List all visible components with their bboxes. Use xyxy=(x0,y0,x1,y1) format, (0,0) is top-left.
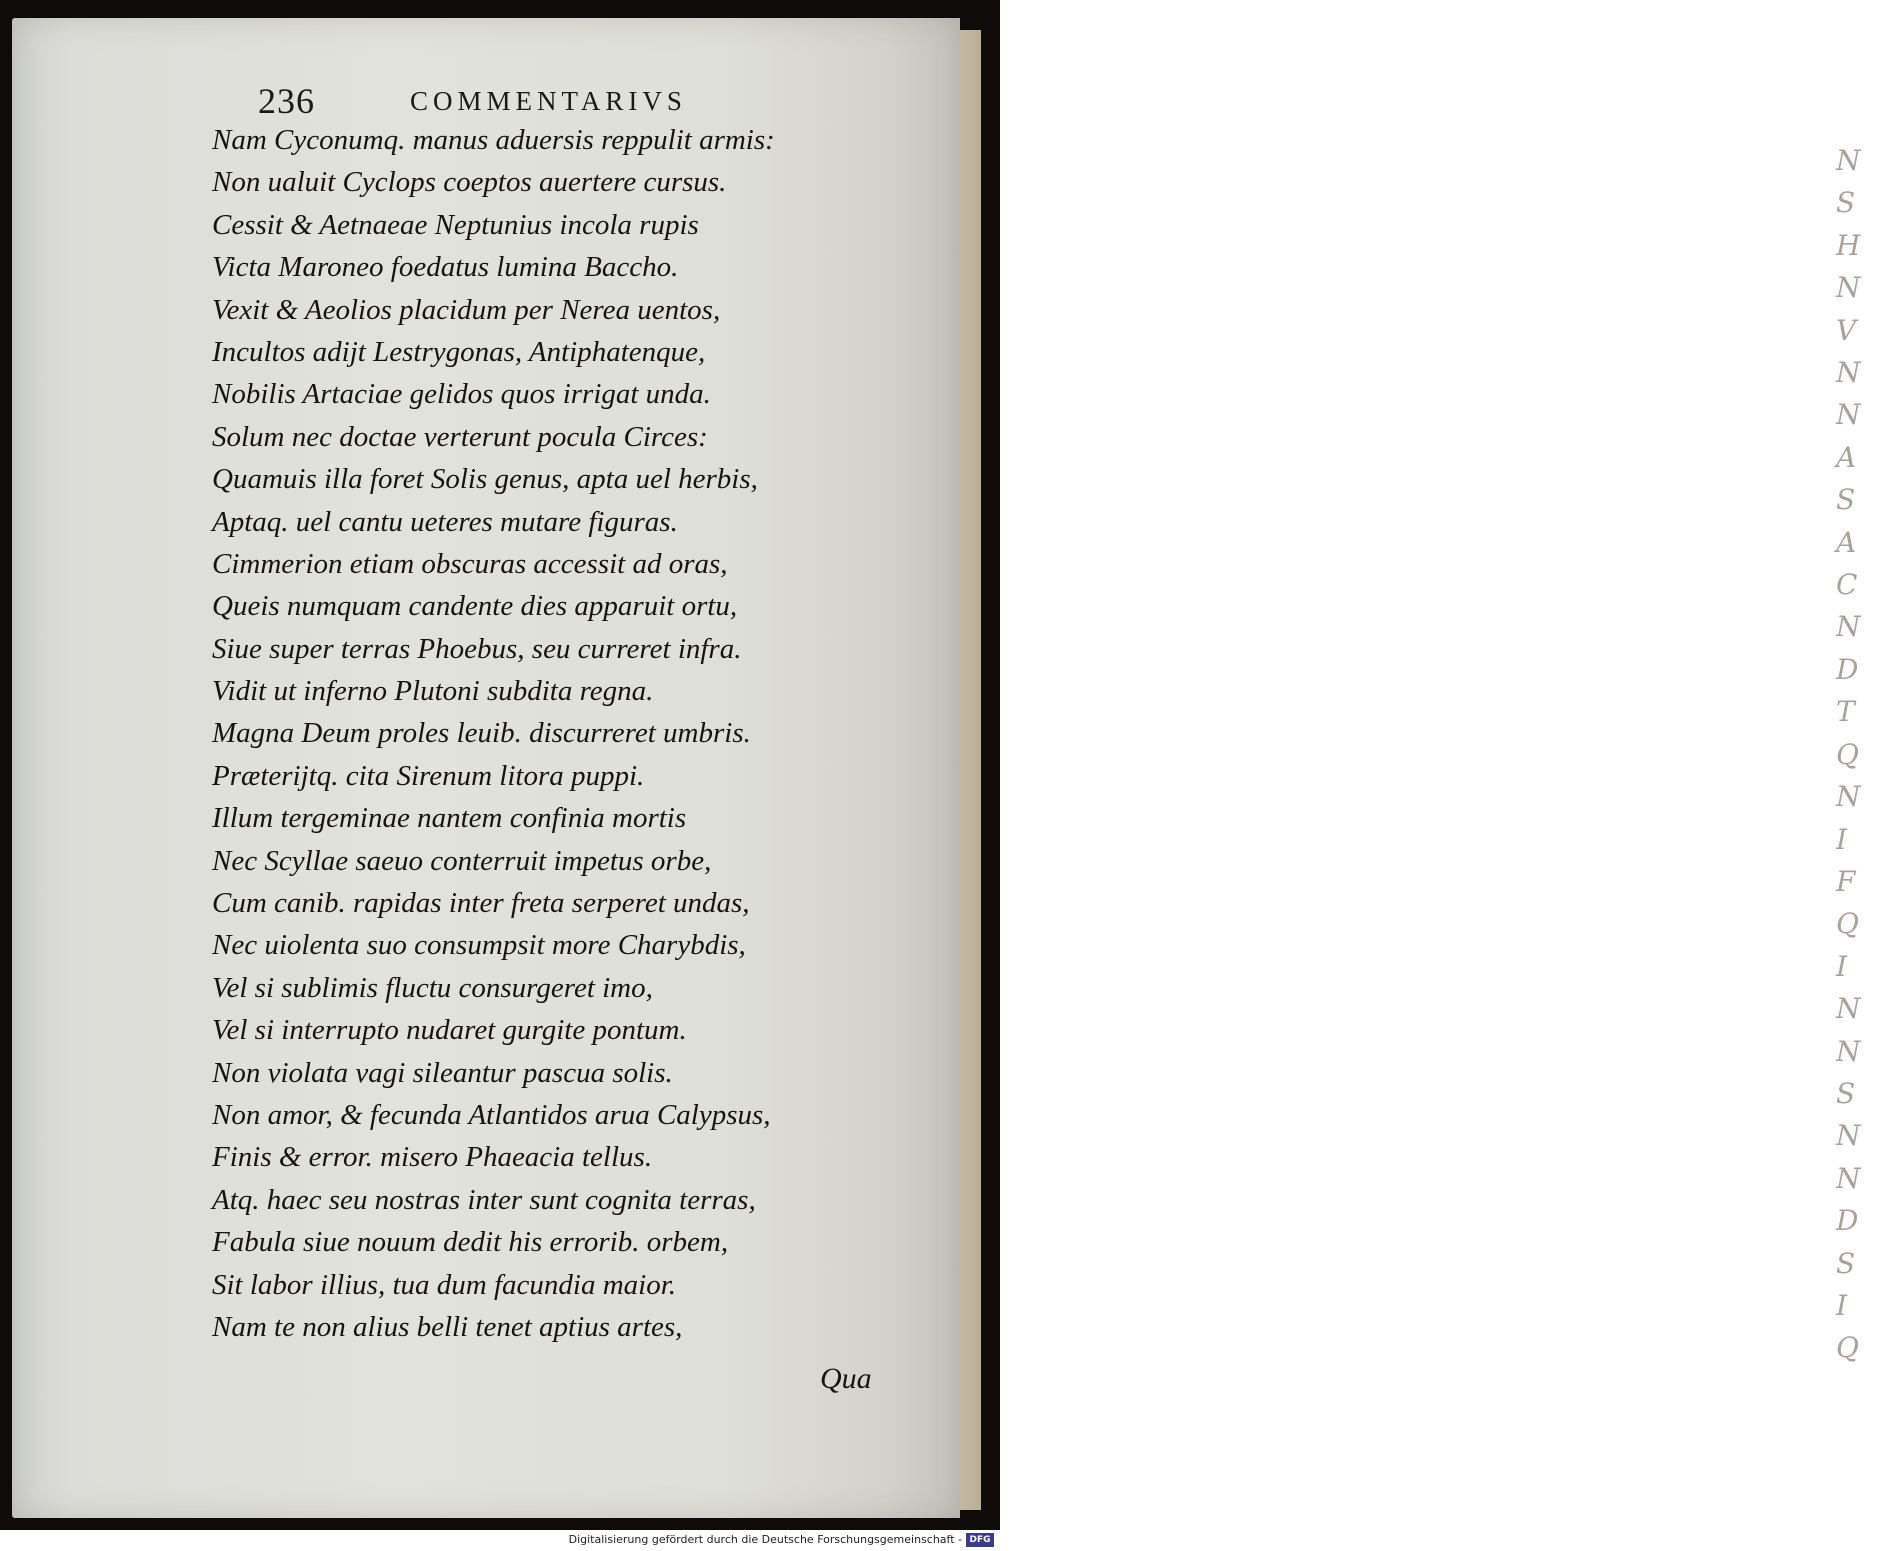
verse-line: Magna Deum proles leuib. discurreret umbris. xyxy=(212,717,751,750)
verse-line: Illum tergeminae nantem confinia mortis xyxy=(212,802,687,835)
verse-line: Victa Maroneo foedatus lumina Baccho. xyxy=(212,251,679,284)
page-number: 236 xyxy=(258,81,315,121)
verse-line: Solum nec doctae verterunt pocula Circes: xyxy=(212,420,708,453)
verse-line: Quamuis illa foret Solis genus, apta uel herbis, xyxy=(212,463,758,496)
catchword: Qua xyxy=(820,1362,872,1395)
page-header xyxy=(258,80,798,120)
verse-line: Vexit & Aeolios placidum per Nerea uentos, xyxy=(212,293,721,326)
verse-line: Cessit & Aetnaeae Neptunius incola rupis xyxy=(212,208,699,241)
verse-line: Nam te non alius belli tenet aptius artes, xyxy=(212,1310,683,1343)
verse-line: Non amor, & fecunda Atlantidos arua Calypsus, xyxy=(212,1098,771,1131)
dfg-logo: DFG xyxy=(966,1533,994,1547)
verse-line: Atq. haec seu nostras inter sunt cognita terras, xyxy=(212,1183,756,1216)
verse-line: Fabula siue nouum dedit his errorib. orbem, xyxy=(212,1226,729,1259)
funding-credit: Digitalisierung gefördert durch die Deutsche Forschungsgemeinschaft - xyxy=(568,1533,962,1546)
verse-line: Nec uiolenta suo consumpsit more Charybdis, xyxy=(212,929,746,962)
verse-line: Siue super terras Phoebus, seu curreret infra. xyxy=(212,632,742,665)
running-head: COMMENTARIVS xyxy=(410,86,687,116)
verse-line: Nec Scyllae saeuo conterruit impetus orbe, xyxy=(212,844,712,877)
facing-page-bleed-through: N S H N V N N A S A C N D T Q N I F Q I N N S N N D S I Q xyxy=(1836,144,1861,1365)
verse-line: Prӕterijtq. cita Sirenum litora puppi. xyxy=(212,759,645,792)
verse-line: Non violata vagi sileantur pascua solis. xyxy=(212,1056,673,1089)
verse-line: Nam Cyconumq. manus aduersis reppulit armis: xyxy=(212,124,775,156)
verse-line: Sit labor illius, tua dum facundia maior. xyxy=(212,1268,677,1301)
verse-line: Queis numquam candente dies apparuit ortu, xyxy=(212,590,738,623)
verse-line: Incultos adijt Lestrygonas, Antiphatenque, xyxy=(212,335,706,368)
verse-line: Vel si sublimis fluctu consurgeret imo, xyxy=(212,971,653,1004)
verse-line: Nobilis Artaciae gelidos quos irrigat unda. xyxy=(212,378,711,411)
verse-line: Cimmerion etiam obscuras accessit ad oras, xyxy=(212,547,728,580)
verse-line: Vel si interrupto nudaret gurgite pontum. xyxy=(212,1014,687,1047)
verse-text xyxy=(212,119,912,1348)
verse-line: Cum canib. rapidas inter freta serperet undas, xyxy=(212,887,750,920)
digitization-footer xyxy=(0,1530,1000,1551)
verse-line: Aptaq. uel cantu ueteres mutare figuras. xyxy=(212,505,678,538)
verse-line: Vidit ut inferno Plutoni subdita regna. xyxy=(212,675,654,708)
verse-line: Finis & error. misero Phaeacia tellus. xyxy=(212,1141,653,1174)
verse-line: Non ualuit Cyclops coeptos auertere cursus. xyxy=(212,166,727,199)
